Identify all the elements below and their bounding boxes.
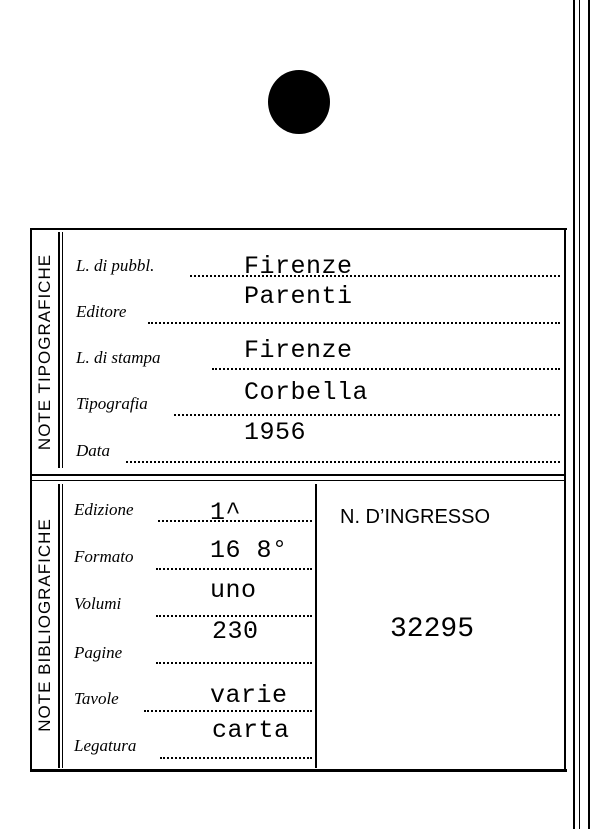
field-value: varie bbox=[210, 681, 288, 710]
card-edge-line bbox=[579, 0, 580, 829]
card-edge-line bbox=[573, 0, 575, 829]
field-dotted-line bbox=[156, 568, 312, 570]
field-dotted-line bbox=[156, 662, 312, 664]
ingresso-label: N. D’INGRESSO bbox=[340, 506, 491, 528]
field-dotted-line bbox=[148, 322, 560, 324]
field-value: Parenti bbox=[244, 282, 353, 311]
field-dotted-line bbox=[160, 757, 312, 759]
section-divider-horizontal bbox=[30, 474, 565, 476]
field-value: 1^ bbox=[210, 498, 242, 527]
field-label: Tipografia bbox=[76, 394, 148, 413]
field-value: Firenze bbox=[244, 336, 353, 365]
section-divider-vertical bbox=[58, 232, 60, 468]
field-dotted-line bbox=[174, 414, 560, 416]
field-value: carta bbox=[212, 716, 290, 745]
section-divider-vertical bbox=[58, 484, 60, 768]
field-label: Tavole bbox=[74, 689, 119, 708]
field-value: 230 bbox=[212, 617, 259, 646]
section-divider-vertical bbox=[62, 484, 63, 768]
field-label: L. di stampa bbox=[76, 348, 161, 367]
punch-hole bbox=[268, 70, 330, 134]
field-dotted-line bbox=[144, 710, 312, 712]
field-label: Editore bbox=[76, 302, 127, 321]
section-divider-vertical bbox=[62, 232, 63, 468]
field-dotted-line bbox=[212, 368, 560, 370]
section-label-tipografiche: NOTE TIPOGRAFICHE bbox=[35, 253, 54, 451]
field-label: Formato bbox=[74, 547, 134, 566]
field-label: Pagine bbox=[74, 643, 123, 662]
field-value: 16 8° bbox=[210, 536, 288, 565]
field-label: Volumi bbox=[74, 594, 122, 613]
field-label: Edizione bbox=[74, 500, 134, 519]
section-divider-horizontal bbox=[30, 480, 565, 481]
field-label: Data bbox=[76, 441, 110, 460]
ingresso-divider bbox=[315, 484, 317, 768]
field-dotted-line bbox=[126, 461, 560, 463]
ingresso-number: 32295 bbox=[390, 614, 475, 645]
field-value: Firenze bbox=[244, 252, 353, 281]
section-label-bibliografiche: NOTE BIBLIOGRAFICHE bbox=[35, 518, 54, 732]
field-value: 1956 bbox=[244, 418, 307, 447]
field-value: uno bbox=[210, 576, 257, 605]
card-edge-line bbox=[588, 0, 590, 829]
field-value: Corbella bbox=[244, 378, 369, 407]
card-right-border bbox=[564, 228, 566, 772]
field-label: Legatura bbox=[74, 736, 137, 755]
field-label: L. di pubbl. bbox=[76, 256, 155, 275]
